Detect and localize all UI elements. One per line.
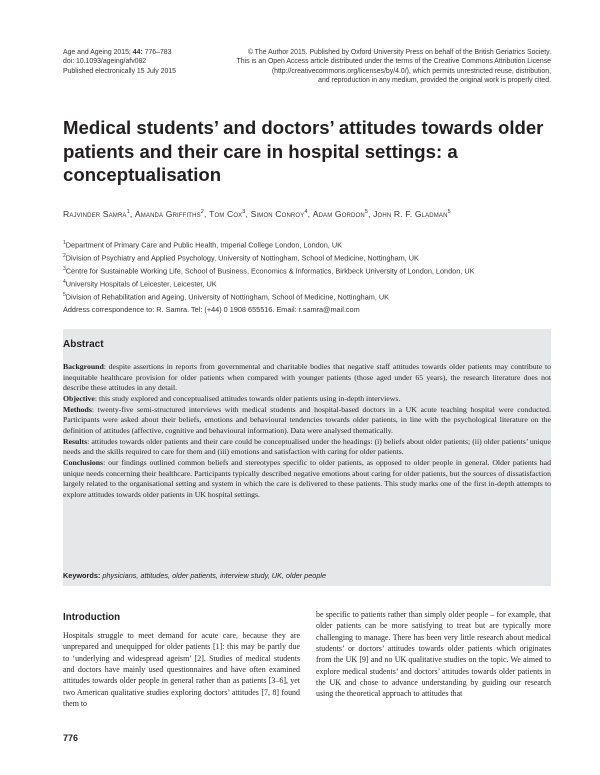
abstract-objective: Objective: this study explored and conceptualised attitudes towards older patients using in-depth interviews.: [63, 393, 401, 403]
article-title: Medical students’ and doctors’ attitudes towards older patients and their care in hospital settings: a conceptualisation: [63, 117, 544, 185]
introduction-heading: Introduction: [63, 612, 121, 623]
affiliation: $^4$University Hospitals of Leicester, Leicester, UK: [63, 279, 217, 289]
abstract-conclusions: Conclusions: our findings outlined common beliefs and stereotypes specific to older patients, as opposed to older people in general. Older patients had unique needs concerning their healthcare. Participants typically described negative emotions about caring for older patients, but the sources of dissatisfaction largely related to the organisational setting and system in which the care is delivered to these patients. This study marks one of the first in-depth attempts to explore attitudes towards older patients in UK hospital settings.: [63, 457, 551, 499]
affiliation: $^3$Centre for Sustainable Working Life, School of Business, Economics & Informatics, Birkbeck University of London, London, UK: [63, 266, 475, 276]
license-notice: [200, 48, 551, 86]
abstract-methods: Methods: twenty-five semi-structured interviews with medical students and hospital-based doctors in a UK acute teaching hospital were conducted. Participants were asked about their beliefs, emotions and behavioural tendencies towards older patients, in line with the psychological literature on the definition of attitudes (affective, cognitive and behavioural information). Data were analysed thematically.: [63, 404, 551, 435]
citation-volume: 44:: [132, 49, 143, 56]
affiliation-list: [63, 238, 563, 303]
journal-citation: [63, 48, 213, 76]
correspondence-address: Address correspondence to: R. Samra. Tel: (+44) 0 1908 655516. Email: r.samra@mail.com: [63, 305, 360, 314]
affiliation: $^2$Division of Psychiatry and Applied Psychology, University of Nottingham, School of Medicine, Nottingham, UK: [63, 253, 419, 263]
author: Amanda Griffiths$^2$: [134, 208, 204, 219]
introduction-left-column: Hospitals struggle to meet demand for acute care, because they are unprepared and unequipped for older patients [1]: this may be partly due to ‘underlying and widespread ageism’ [2]. Studies of medical students and doctors have mainly used questionnaires and have often examined attitudes towards older people in general rather than as patients [3–6], yet two American qualitative studies exploring doctors’ attitudes [7, 8] found them to: [63, 631, 300, 709]
author: Simon Conroy$^4$: [250, 208, 308, 219]
abstract-heading: Abstract: [63, 339, 104, 350]
author-list: Rajvinder Samra$^1$, Amanda Griffiths$^2$, Tom Cox$^3$, Simon Conroy$^4$, Adam Gordon$^5$, John R. F. Gladman$^5$: [63, 208, 451, 219]
author: Tom Cox$^3$: [209, 208, 246, 219]
affiliation: $^1$Department of Primary Care and Public Health, Imperial College London, London, UK: [63, 240, 342, 250]
license-line: © The Author 2015. Published by Oxford University Press on behalf of the British Geriatrics Society.: [247, 49, 551, 56]
keywords-list: physicians, attitudes, older patients, interview study, UK, older people: [102, 571, 327, 580]
publication-date: Published electronically 15 July 2015: [63, 67, 176, 75]
affiliation: $^5$Division of Rehabilitation and Ageing, University of Nottingham, School of Medicine, Nottingham, UK: [63, 292, 390, 302]
introduction-right-column: be specific to patients rather than simply older people – for example, that older patients can be more satisfying to treat but are typically more challenging to manage. There has been very little research about medical students’ or doctors’ attitudes towards older patients which originates from the UK [9] and no UK qualitative studies on the topic. We aimed to explore medical students’ and doctors’ attitudes towards older patients in the UK and chose to advance understanding by guiding our research using the theoretical approach to attitudes that: [316, 610, 551, 699]
page-number: 776: [63, 733, 79, 743]
author: Adam Gordon$^5$: [312, 208, 369, 219]
author: John R. F. Gladman$^5$: [373, 208, 451, 219]
license-line: This is an Open Access article distributed under the terms of the Creative Commons Attribution License: [236, 58, 551, 66]
abstract-results: Results: attitudes towards older patients and their care could be conceptualised under the headings: (i) beliefs about older patients; (ii) older patients’ unique needs and the skills required to care for them and (iii) emotions and satisfaction with caring for older patients.: [63, 436, 551, 457]
license-line: (http://creativecommons.org/licenses/by/4.0/), which permits unrestricted reuse, distribution,: [271, 67, 551, 75]
license-line: and reproduction in any medium, provided the original work is properly cited.: [318, 77, 551, 85]
keywords-label: Keywords:: [63, 571, 101, 580]
doi-line: doi: 10.1093/ageing/afv082: [63, 58, 147, 66]
citation-line: Age and Ageing 2015; 44: 776–783: [63, 49, 172, 56]
author: Rajvinder Samra$^1$: [63, 208, 130, 219]
abstract-background: Background: despite assertions in reports from governmental and charitable bodies that negative staff attitudes towards older patients may contribute to inequitable healthcare provision for older patients when compared with younger patients (those aged under 65 years), the research literature does not describe these attitudes in any detail.: [63, 362, 551, 393]
keywords: [63, 571, 551, 581]
abstract-body: [63, 362, 551, 501]
